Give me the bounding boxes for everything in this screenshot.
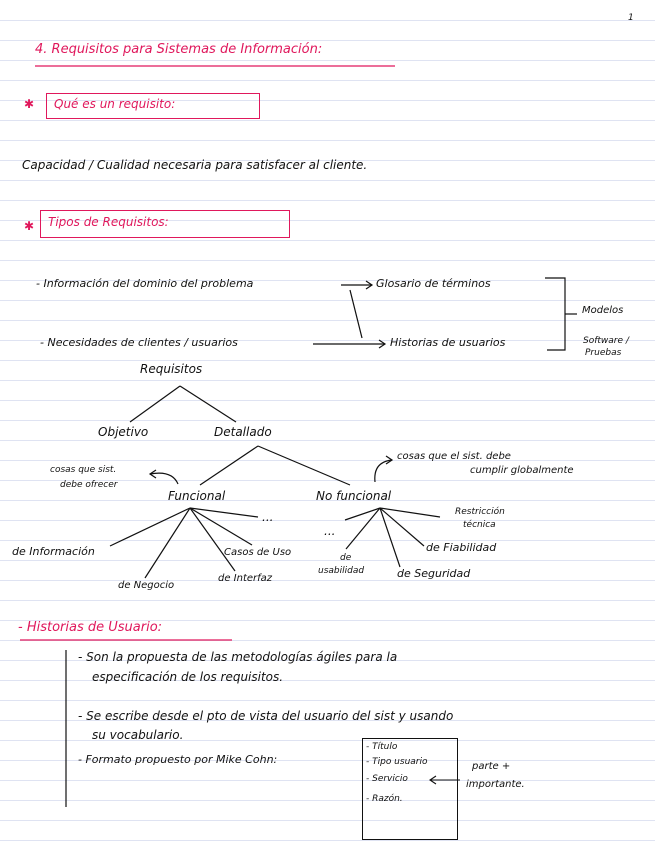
formato-note-2: importante. — [466, 779, 525, 790]
tipos-target-1: Glosario de términos — [376, 277, 491, 290]
section-star-icon: ✱ — [24, 219, 35, 233]
formato-item-servicio: - Servicio — [366, 774, 408, 784]
section-heading-historias: - Historias de Usuario: — [18, 620, 163, 635]
tree-ellipsis-nofuncional: ... — [324, 524, 336, 538]
nofuncional-child-fiabilidad: de Fiabilidad — [426, 541, 497, 554]
requisito-definition: Capacidad / Cualidad necesaria para satisfacer al cliente. — [22, 158, 368, 172]
funcional-note-1: cosas que sist. — [50, 465, 117, 475]
tipos-line-1: - Información del dominio del problema — [36, 277, 254, 290]
nofuncional-child-restriccion-a: Restricción — [455, 507, 505, 517]
funcional-child-interfaz: de Interfaz — [218, 573, 273, 584]
bracket-label-software: Software / — [583, 336, 629, 346]
historias-bullet-2a: - Se escribe desde el pto de vista del usuario del sist y usando — [78, 709, 454, 723]
nofuncional-child-seguridad: de Seguridad — [397, 567, 471, 580]
formato-box — [362, 738, 458, 840]
tree-root: Requisitos — [140, 362, 203, 376]
section-star-icon: ✱ — [24, 97, 35, 111]
nofuncional-child-usabilidad-b: usabilidad — [318, 566, 365, 576]
tree-no-funcional: No funcional — [316, 489, 392, 503]
tipos-target-2: Historias de usuarios — [390, 336, 506, 349]
bracket-label-modelos: Modelos — [582, 305, 624, 316]
historias-bullet-3: - Formato propuesto por Mike Cohn: — [78, 753, 278, 766]
section-heading-requisito: Qué es un requisito: — [54, 97, 176, 111]
section-heading-tipos: Tipos de Requisitos: — [48, 215, 169, 229]
nofuncional-note-2: cumplir globalmente — [470, 465, 574, 476]
formato-note-1: parte + — [472, 761, 511, 772]
page-title: 4. Requisitos para Sistemas de Información: — [35, 42, 323, 57]
historias-bullet-1b: especificación de los requisitos. — [92, 670, 284, 684]
page-number: 1 — [628, 13, 634, 23]
funcional-child-casos-uso: Casos de Uso — [224, 547, 292, 558]
funcional-child-negocio: de Negocio — [118, 580, 175, 591]
nofuncional-child-usabilidad-a: de — [340, 553, 352, 563]
funcional-note-2: debe ofrecer — [60, 480, 118, 490]
tree-funcional: Funcional — [168, 489, 226, 503]
tree-detallado: Detallado — [214, 425, 272, 439]
funcional-child-informacion: de Información — [12, 545, 95, 558]
historias-bullet-2b: su vocabulario. — [92, 728, 184, 742]
formato-item-titulo: - Título — [366, 742, 398, 752]
formato-item-tipo-usuario: - Tipo usuario — [366, 757, 428, 767]
tree-objetivo: Objetivo — [98, 425, 149, 439]
historias-bullet-1a: - Son la propuesta de las metodologías ágiles para la — [78, 650, 398, 664]
tipos-line-2: - Necesidades de clientes / usuarios — [40, 336, 238, 349]
nofuncional-note-1: cosas que el sist. debe — [397, 451, 511, 462]
bracket-label-pruebas: Pruebas — [585, 348, 622, 358]
nofuncional-child-restriccion-b: técnica — [463, 520, 496, 530]
formato-item-razon: - Razón. — [366, 794, 403, 804]
tree-ellipsis-funcional: ... — [262, 510, 274, 524]
